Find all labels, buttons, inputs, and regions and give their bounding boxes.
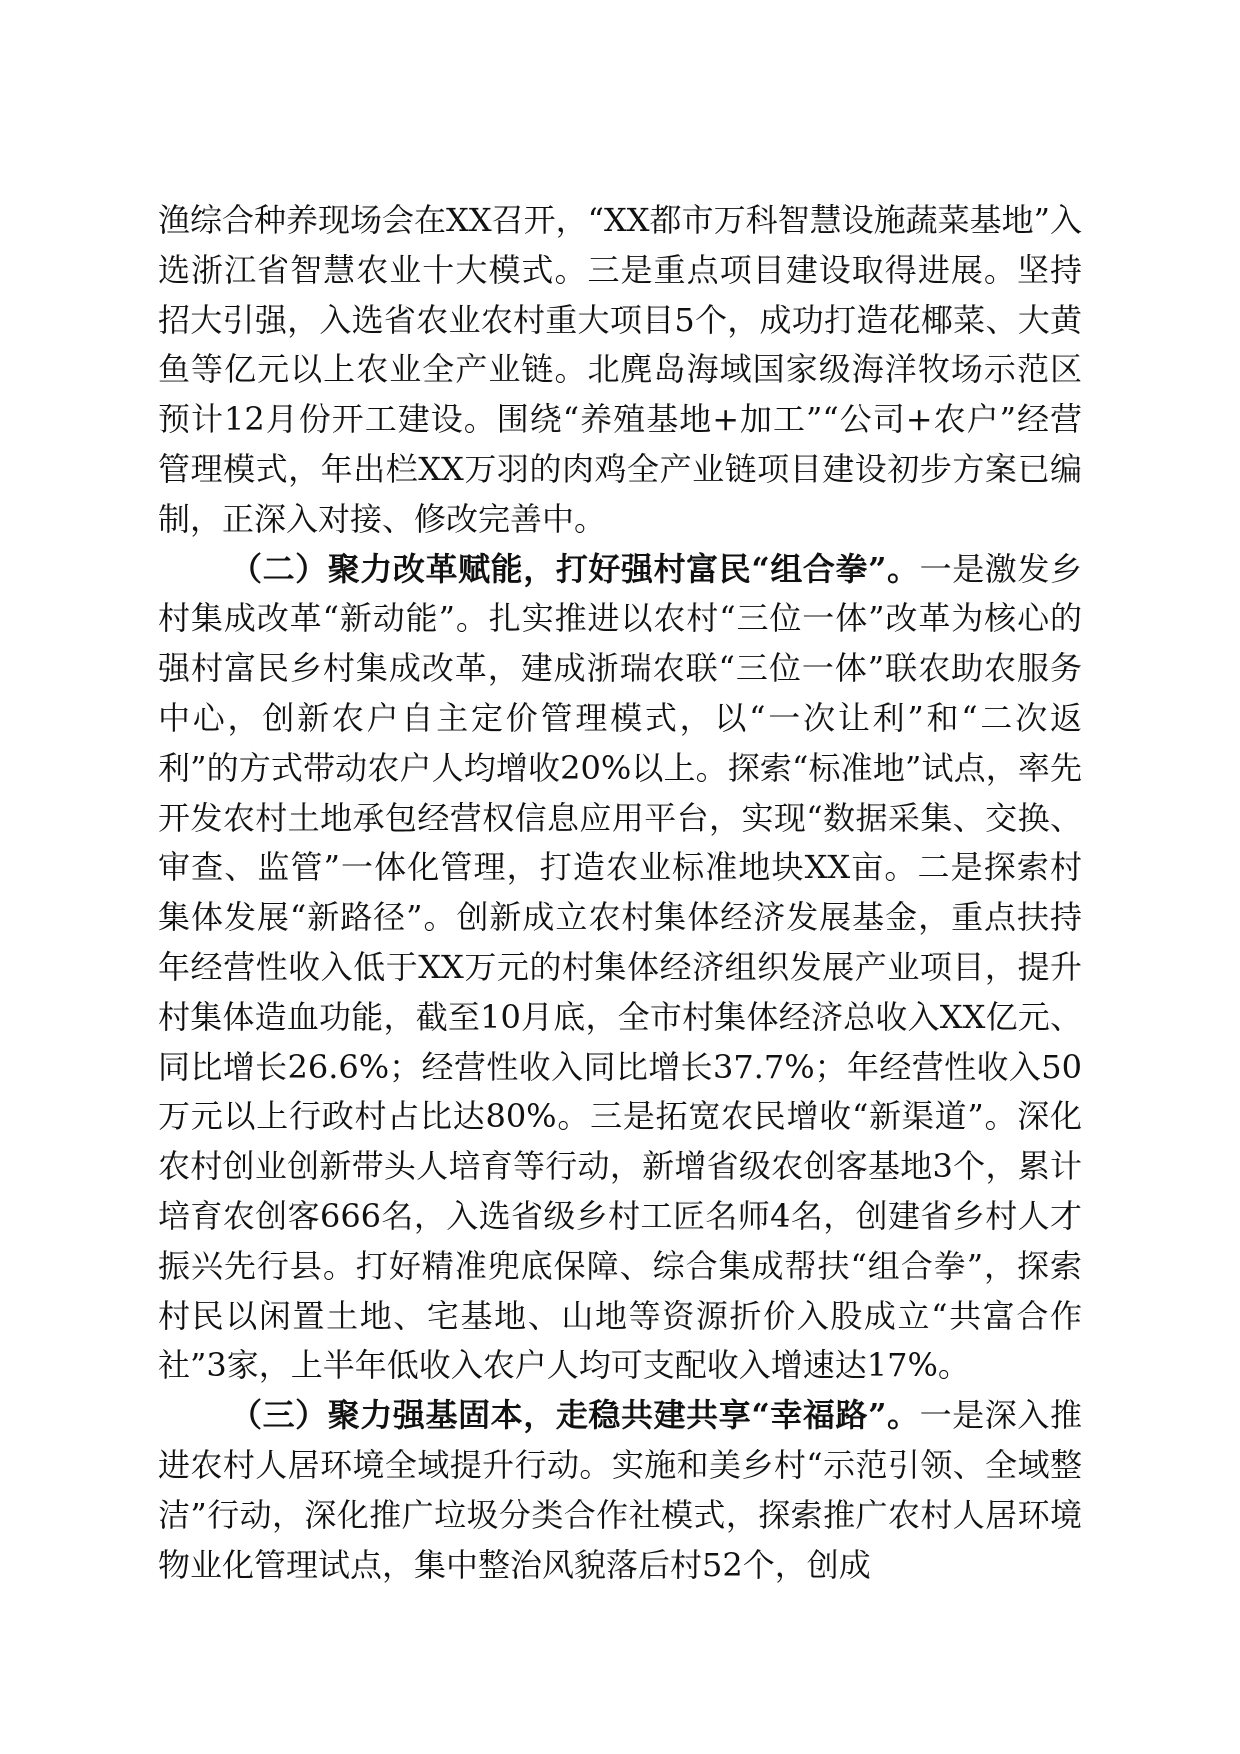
paragraph-section-three	[158, 1391, 1082, 1590]
section-heading: （三）聚力强基固本，走稳共建共享“幸福路”。	[230, 1396, 920, 1435]
paragraph-text: 一是激发乡村集成改革“新动能”。扎实推进以农村“三位一体”改革为核心的强村富民乡村集成改革，建成浙瑞农联“三位一体”联农助农服务中心，创新农户自主定价管理模式，以“一次让利”和“二次返利”的方式带动农户人均增收20%以上。探索“标准地”试点，率先开发农村土地承包经营权信息应用平台，实现“数据采集、交换、审查、监管”一体化管理，打造农业标准地块XX亩。二是探索村集体发展“新路径”。创新成立农村集体经济发展基金，重点扶持年经营性收入低于XX万元的村集体经济组织发展产业项目，提升村集体造血功能，截至10月底，全市村集体经济总收入XX亿元、同比增长26.6%；经营性收入同比增长37.7%；年经营性收入50万元以上行政村占比达80%。三是拓宽农民增收“新渠道”。深化农村创业创新带头人培育等行动，新增省级农创客基地3个，累计培育农创客666名，入选省级乡村工匠名师4名，创建省乡村人才振兴先行县。打好精准兜底保障、综合集成帮扶“组合拳”，探索村民以闲置土地、宅基地、山地等资源折价入股成立“共富合作社”3家，上半年低收入农户人均可支配收入增速达17%。	[158, 549, 1082, 1385]
paragraph-continued	[158, 196, 1082, 545]
section-heading: （二）聚力改革赋能，打好强村富民“组合拳”。	[230, 549, 920, 588]
document-body	[158, 196, 1082, 1590]
paragraph-section-two	[158, 545, 1082, 1392]
paragraph-text: 一是深入推进农村人居环境全域提升行动。实施和美乡村“示范引领、全域整洁”行动，深化推广垃圾分类合作社模式，探索推广农村人居环境物业化管理试点，集中整治风貌落后村52个，创成	[158, 1396, 1082, 1584]
paragraph-text: 渔综合种养现场会在XX召开，“XX都市万科智慧设施蔬菜基地”入选浙江省智慧农业十大模式。三是重点项目建设取得进展。坚持招大引强，入选省农业农村重大项目5个，成功打造花椰菜、大黄鱼等亿元以上农业全产业链。北麂岛海域国家级海洋牧场示范区预计12月份开工建设。围绕“养殖基地+加工”“公司+农户”经营管理模式，年出栏XX万羽的肉鸡全产业链项目建设初步方案已编制，正深入对接、修改完善中。	[158, 201, 1082, 538]
